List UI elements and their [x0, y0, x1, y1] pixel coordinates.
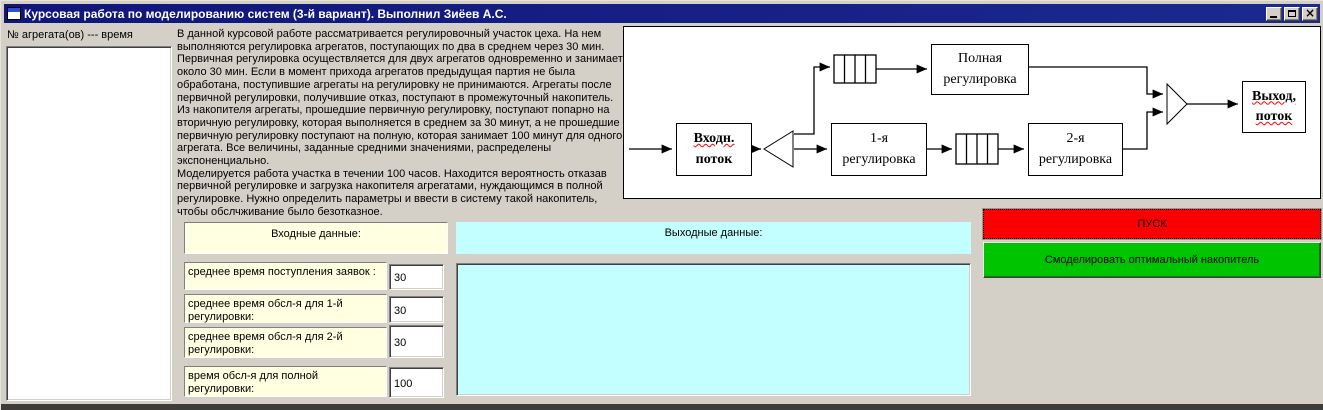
reg1-line1: 1-я — [869, 131, 889, 147]
diagram-output-flow-box — [1242, 81, 1306, 133]
window-bottom-edge — [1, 404, 1323, 410]
app-form-icon[interactable] — [7, 7, 21, 20]
queue2-symbol — [956, 134, 998, 164]
output-flow-line1: Выход, — [1252, 88, 1296, 104]
window-title: Курсовая работа по моделированию систем (3-й вариант). Выполнил Зиёев А.С. — [24, 6, 507, 21]
title-bar[interactable] — [4, 4, 1320, 23]
input-row-label-reg2: среднее время обсл-я для 2-й регулировки: — [184, 327, 387, 358]
output-flow-line2: поток — [1255, 109, 1293, 124]
queue1-symbol — [834, 55, 876, 83]
arrival-time-field[interactable] — [389, 264, 444, 290]
input-row-label-full-reg: время обсл-я для полной регулировки: — [184, 366, 387, 397]
diagram-reg2-box — [1028, 123, 1123, 176]
input-row-label-arrival: среднее время поступления заявок : — [184, 262, 387, 290]
diagram-full-reg-box — [931, 44, 1029, 95]
reg2-line1: 2-я — [1066, 131, 1085, 147]
task-description-paragraph-2: Моделируется работа участка в течении 100 часов. Находится вероятность отказав первичной регулировке и загрузка накопителя агрегатами, нуждающимся в полной регулировке. Нужно определить параметры и ввести в систему такой накопитель, чтобы обслчживание было безотказное. — [177, 167, 607, 218]
diagram-input-flow-box — [676, 123, 752, 176]
reg2-line2: регулировка — [1038, 151, 1113, 167]
input-row-label-reg1: среднее время обсл-я для 1-й регулировки: — [184, 294, 387, 323]
maximize-icon — [1288, 10, 1296, 17]
units-time-label: № агрегата(ов) --- время — [7, 29, 133, 41]
reg1-line2: регулировка — [842, 151, 916, 167]
diagram-reg1-box — [831, 123, 927, 176]
run-button[interactable]: ПУСК — [983, 209, 1321, 239]
close-icon: × — [1304, 6, 1316, 20]
splitter-triangle — [764, 131, 793, 167]
input-flow-line2: поток — [695, 151, 733, 167]
close-button[interactable] — [1302, 7, 1318, 21]
input-data-header: Входные данные: — [184, 222, 448, 254]
reg2-time-field[interactable] — [389, 325, 444, 358]
task-description-paragraph-1: В данной курсовой работе рассматривается регулировочный участок цеха. На нем выполняются регулировка агрегатов, поступающих по два в среднем через 30 мин. Первичная регулировка осуществляется для двух агрегатов одновременно и занимает около 30 мин. Если в момент прихода агрегатов предыдущая партия не была обработана, поступившие агрегаты на регулировку не принимаются. Агрегаты после первичной регулировки, получившие отказ, поступают в промежуточный накопитель. Из накопителя агрегаты, прошедшие первичную регулировку, поступают попарно на вторичную регулировку, которая выполняется в среднем за 30 минут, а не прошедшие первичную регулировку поступают на полную, которая занимает 100 минут для одного агрегата. Все величины, заданные средними значениями, распределены экспоненциально. — [177, 28, 623, 168]
process-diagram — [623, 26, 1321, 199]
model-optimal-accumulator-button[interactable]: Смоделировать оптимальный накопитель — [983, 242, 1321, 278]
minimize-icon — [1270, 16, 1277, 18]
units-time-listbox[interactable] — [6, 46, 172, 401]
full-reg-time-field[interactable] — [389, 367, 444, 398]
output-data-box — [456, 263, 971, 396]
window-controls — [1266, 7, 1318, 21]
full-reg-line1: Полная — [957, 51, 1003, 67]
merge-triangle — [1167, 84, 1187, 124]
input-flow-line1: Входн. — [693, 131, 735, 147]
reg1-time-field[interactable] — [389, 296, 444, 323]
task-description — [177, 28, 623, 220]
maximize-button[interactable] — [1284, 7, 1300, 21]
minimize-button[interactable] — [1266, 7, 1282, 21]
output-data-header: Выходные данные: — [456, 222, 971, 254]
full-reg-line2: регулировка — [943, 71, 1017, 87]
